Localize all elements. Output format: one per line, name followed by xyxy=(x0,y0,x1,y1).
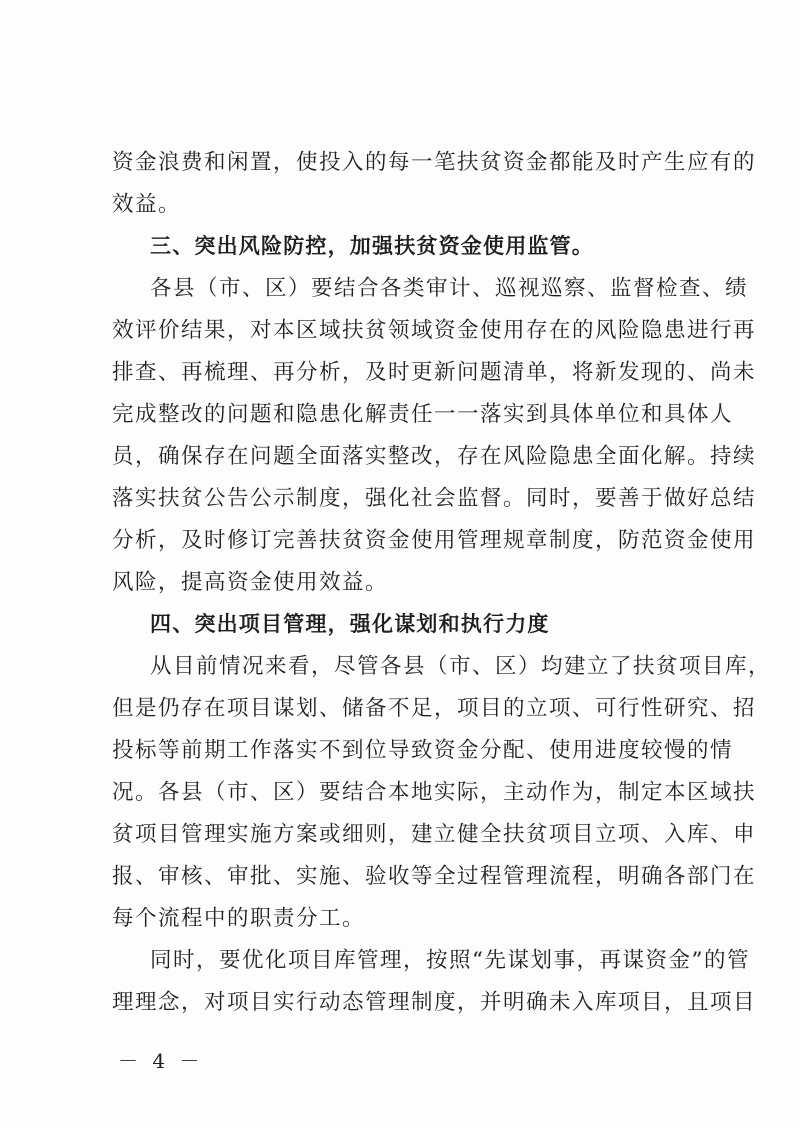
body-text-line: 每个流程中的职责分工。 xyxy=(112,906,366,931)
body-text-line: 效评价结果，对本区域扶贫领域资金使用存在的风险隐患进行再 xyxy=(112,318,757,343)
body-text-line: 效益。 xyxy=(112,192,182,217)
body-text-line: 贫项目管理实施方案或细则，建立健全扶贫项目立项、入库、申 xyxy=(112,822,757,847)
body-text-line: 完成整改的问题和隐患化解责任一一落实到具体单位和具体人 xyxy=(112,402,734,427)
body-text-line: 各县（市、区）要结合各类审计、巡视巡察、监督检查、绩 xyxy=(150,276,749,301)
body-text-line: 排查、再梳理、再分析，及时更新问题清单，将新发现的、尚未 xyxy=(112,360,757,385)
body-text-line: 投标等前期工作落实不到位导致资金分配、使用进度较慢的情 xyxy=(112,738,734,763)
section-heading-3: 三、突出风险防控，加强扶贫资金使用监管。 xyxy=(150,234,594,258)
body-text-line: 员，确保存在问题全面落实整改，存在风险隐患全面化解。持续 xyxy=(112,444,757,469)
body-text-line: 分析，及时修订完善扶贫资金使用管理规章制度，防范资金使用 xyxy=(112,528,757,553)
body-text-line: 从目前情况来看，尽管各县（市、区）均建立了扶贫项目库， xyxy=(150,654,772,679)
body-text-line: 风险，提高资金使用效益。 xyxy=(112,570,389,595)
body-text-line: 资金浪费和闲置，使投入的每一笔扶贫资金都能及时产生应有的 xyxy=(112,150,757,175)
body-text-line: 同时，要优化项目库管理，按照“先谋划事，再谋资金”的管 xyxy=(150,948,750,973)
body-text-line: 落实扶贫公告公示制度，强化社会监督。同时，要善于做好总结 xyxy=(112,486,757,511)
page-number: － 4 － xyxy=(118,1049,204,1073)
body-text-line: 报、审核、审批、实施、验收等全过程管理流程，明确各部门在 xyxy=(112,864,757,889)
body-text-line: 理理念，对项目实行动态管理制度，并明确未入库项目，且项目 xyxy=(112,990,757,1015)
body-text-line: 况。各县（市、区）要结合本地实际，主动作为，制定本区域扶 xyxy=(112,780,757,805)
body-text-line: 但是仍存在项目谋划、储备不足，项目的立项、可行性研究、招 xyxy=(112,696,757,721)
section-heading-4: 四、突出项目管理，强化谋划和执行力度 xyxy=(150,612,550,636)
